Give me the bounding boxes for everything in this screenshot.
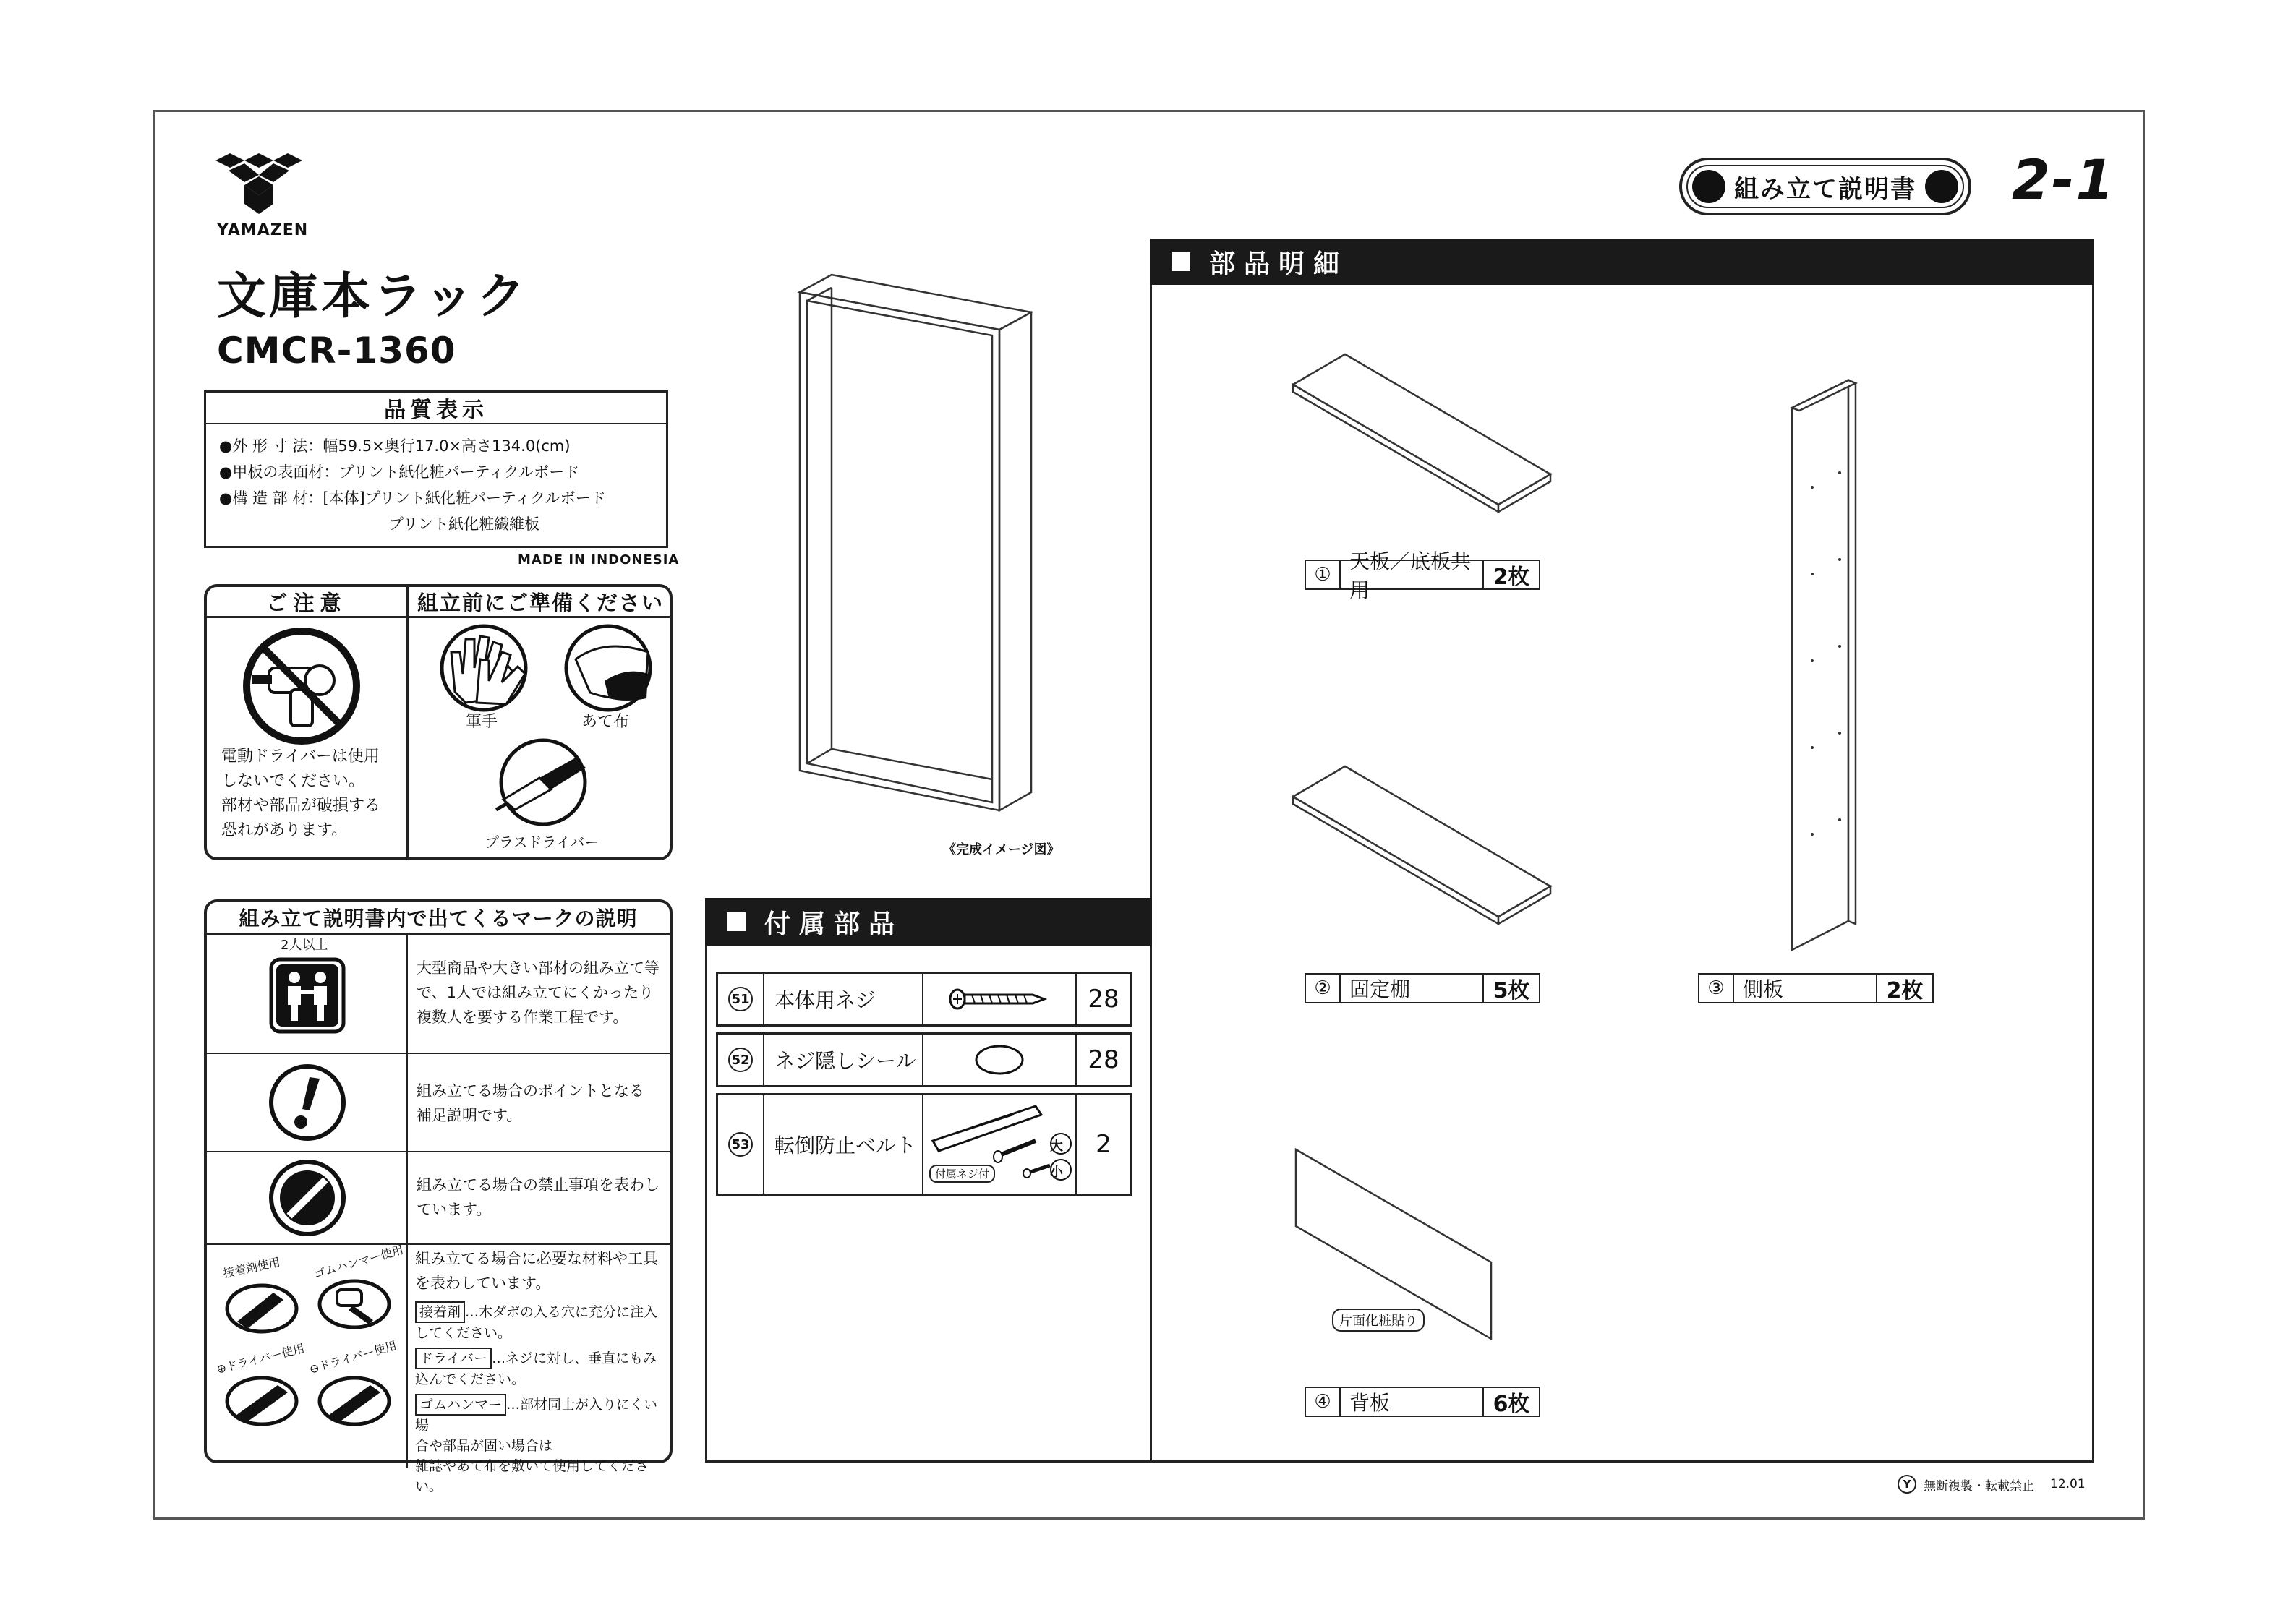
caution-line: 恐れがあります。 [221,821,348,839]
part-name: 天板／底板共用 [1341,561,1484,588]
accessory-num [718,974,764,1024]
accessory-name: 転倒防止ベルト [764,1095,923,1194]
gloves-icon [437,623,538,717]
accessories-left-border [705,898,707,1462]
divider [207,1151,670,1152]
marks-header: 組み立て説明書内で出てくるマークの説明 [239,907,638,930]
caution-prepare-box [204,584,673,860]
part-qty: 2枚 [1886,978,1924,1003]
glue-icon [223,1278,301,1336]
divider [207,1053,670,1054]
part-label-4 [1305,1387,1540,1417]
point-exclamation-icon [268,1063,347,1142]
part-name: 固定棚 [1341,975,1484,1002]
seal-icon [923,1035,1077,1085]
part-name: 側板 [1734,975,1877,1002]
divider [406,933,408,1468]
quality-line: ●構 造 部 材：[本体]プリント紙化粧パーティクルボード [219,489,606,507]
part-label-2 [1305,973,1540,1003]
part-num: ① [1306,561,1341,588]
accessory-num [718,1035,764,1085]
tool-note-hammer [415,1394,670,1496]
accessory-num-value: 53 [728,1132,753,1157]
tool-note-driver [415,1348,670,1389]
tool-note-line: 雑誌やあて布を敷いて使用してください。 [415,1458,649,1494]
cloth-label: あて布 [581,713,630,731]
accessory-qty: 28 [1088,1045,1119,1074]
caution-line: しないでください。 [221,772,365,790]
part-qty: 2枚 [1493,565,1530,590]
minus-driver-icon [315,1371,393,1429]
prohibited-icon [268,1158,347,1238]
panel-bottom-border [705,1460,2094,1463]
accessories-header [705,898,1152,946]
mark-desc-line: 複数人を要する作業工程です。 [417,1009,628,1026]
mark-desc-line: 大型商品や大きい部材の組み立て等 [417,959,660,977]
badge-label: 組み立て説明書 [1734,174,1916,204]
divider [207,933,670,935]
caution-line: 電動ドライバーは使用 [221,748,380,766]
page-number: 2-1 [2012,147,2116,212]
plus-driver-icon-label: ⊕ドライバー使用 [215,1341,306,1376]
hammer-tag: ゴムハンマー [415,1394,506,1416]
accessory-name: ネジ隠しシール [764,1035,923,1085]
header-square-icon [1172,252,1190,271]
mark-desc-line: ています。 [417,1201,492,1218]
quality-box [204,390,668,548]
part-num: ④ [1306,1388,1341,1416]
caution-header: ご注意 [266,590,347,615]
product-title: 文庫本ラック [217,268,529,325]
screw-icon [923,974,1077,1024]
mark-desc-line: 組み立てる場合のポイントとなる [417,1082,644,1100]
divider [406,587,409,857]
mark-desc-tools [415,1246,670,1496]
plus-driver-icon [223,1371,301,1429]
prepare-header: 組立前にご準備ください [417,590,664,615]
mark-desc-line: で、1人では組み立てにくかったり [417,984,654,1001]
mark-desc-line: 組み立てる場合の禁止事項を表わし [417,1176,660,1194]
quality-line: ●外 形 寸 法：幅59.5×奥行17.0×高さ134.0(cm) [219,437,571,455]
hammer-icon-label: ゴムハンマー使用 [312,1242,406,1282]
accessory-num-value: 51 [728,987,753,1011]
driver-tag: ドライバー [415,1348,492,1369]
part-label-3 [1698,973,1934,1003]
accessory-num [718,1095,764,1194]
bookshelf-illustration [795,272,1037,814]
accessory-row [716,1093,1132,1196]
mark-desc-line: を表わしています。 [415,1275,551,1292]
tool-note-line: 込んでください。 [415,1371,526,1387]
parts-title: 部品明細 [1209,249,1349,279]
top-bottom-board-drawing [1290,351,1553,515]
made-in: MADE IN INDONESIA [518,552,680,568]
footer [1898,1475,2086,1494]
accessory-num-value: 52 [728,1048,753,1072]
tool-note-line: …ネジに対し、垂直にもみ [492,1350,657,1366]
mark-desc-line: 補足説明です。 [417,1107,522,1124]
brand-name: YAMAZEN [217,221,309,239]
instruction-badge [1679,158,1971,215]
mark-desc-point [417,1079,644,1128]
tool-note-line: してください。 [415,1325,512,1341]
belt-large-label: 大 [1050,1139,1063,1154]
part-label-1 [1305,549,1540,602]
part-qty: 5枚 [1493,978,1530,1003]
belt-note: 付属ネジ付 [929,1165,995,1183]
header-square-icon [727,912,746,931]
quality-header: 品質表示 [206,393,666,424]
quality-line: プリント紙化粧繊維板 [388,515,540,533]
quality-line: ●甲板の表面材：プリント紙化粧パーティクルボード [219,463,580,481]
accessory-name: 本体用ネジ [764,974,923,1024]
tool-note-glue [415,1301,670,1343]
yamazen-logo-icon [215,153,302,214]
back-panel-note: 片面化粧貼り [1332,1309,1425,1332]
belt-small-label: 小 [1050,1165,1063,1180]
copyright-text: 無断複製・転載禁止 [1924,1478,2034,1494]
accessory-qty: 28 [1088,985,1119,1014]
part-name: 背板 [1341,1388,1484,1416]
screwdriver-label: プラスドライバー [485,834,599,851]
tool-note-line: …木ダボの入る穴に充分に注入 [465,1304,658,1320]
marks-box [204,899,673,1494]
accessories-title: 付属部品 [764,909,904,939]
panel-right-border [2092,239,2094,1462]
part-num: ② [1306,975,1341,1002]
divider [207,1243,670,1245]
caution-text [221,745,380,843]
cloth-icon [561,623,662,717]
tool-note-line: …部材同士が入りにくい場 [415,1397,658,1434]
side-panel-drawing [1788,379,1867,953]
panel-divider [1150,239,1152,1462]
glue-icon-label: 接着剤使用 [221,1254,282,1281]
two-person-icon [269,957,346,1034]
mark-desc-line: 組み立てる場合に必要な材料や工具 [415,1250,658,1267]
no-power-drill-icon [240,625,363,748]
two-person-label: 2人以上 [281,938,328,953]
glue-tag: 接着剤 [415,1301,465,1323]
screwdriver-icon [496,737,597,831]
image-caption: 《完成イメージ図》 [943,842,1060,857]
rubber-hammer-icon [315,1274,393,1332]
product-model: CMCR-1360 [217,330,456,372]
part-num: ③ [1699,975,1734,1002]
minus-driver-icon-label: ⊖ドライバー使用 [307,1338,398,1376]
fixed-shelf-drawing [1290,763,1553,927]
accessory-qty: 2 [1096,1130,1111,1159]
badge-dot-icon [1925,170,1958,203]
accessory-row [716,1032,1132,1087]
mark-desc-prohibited [417,1173,660,1222]
part-qty: 6枚 [1493,1392,1530,1417]
mark-desc-two-person [417,956,660,1029]
copyright-mark-icon: Y [1898,1475,1916,1494]
caution-line: 部材や部品が破損する [221,797,381,815]
doc-code: 12.01 [2050,1477,2086,1491]
parts-header [1150,239,2094,285]
tool-note-line: 合や部品が固い場合は [415,1438,553,1454]
badge-dot-icon [1692,170,1725,203]
anti-tip-belt-icon [923,1095,1077,1194]
gloves-label: 軍手 [466,713,498,731]
accessory-row [716,972,1132,1027]
